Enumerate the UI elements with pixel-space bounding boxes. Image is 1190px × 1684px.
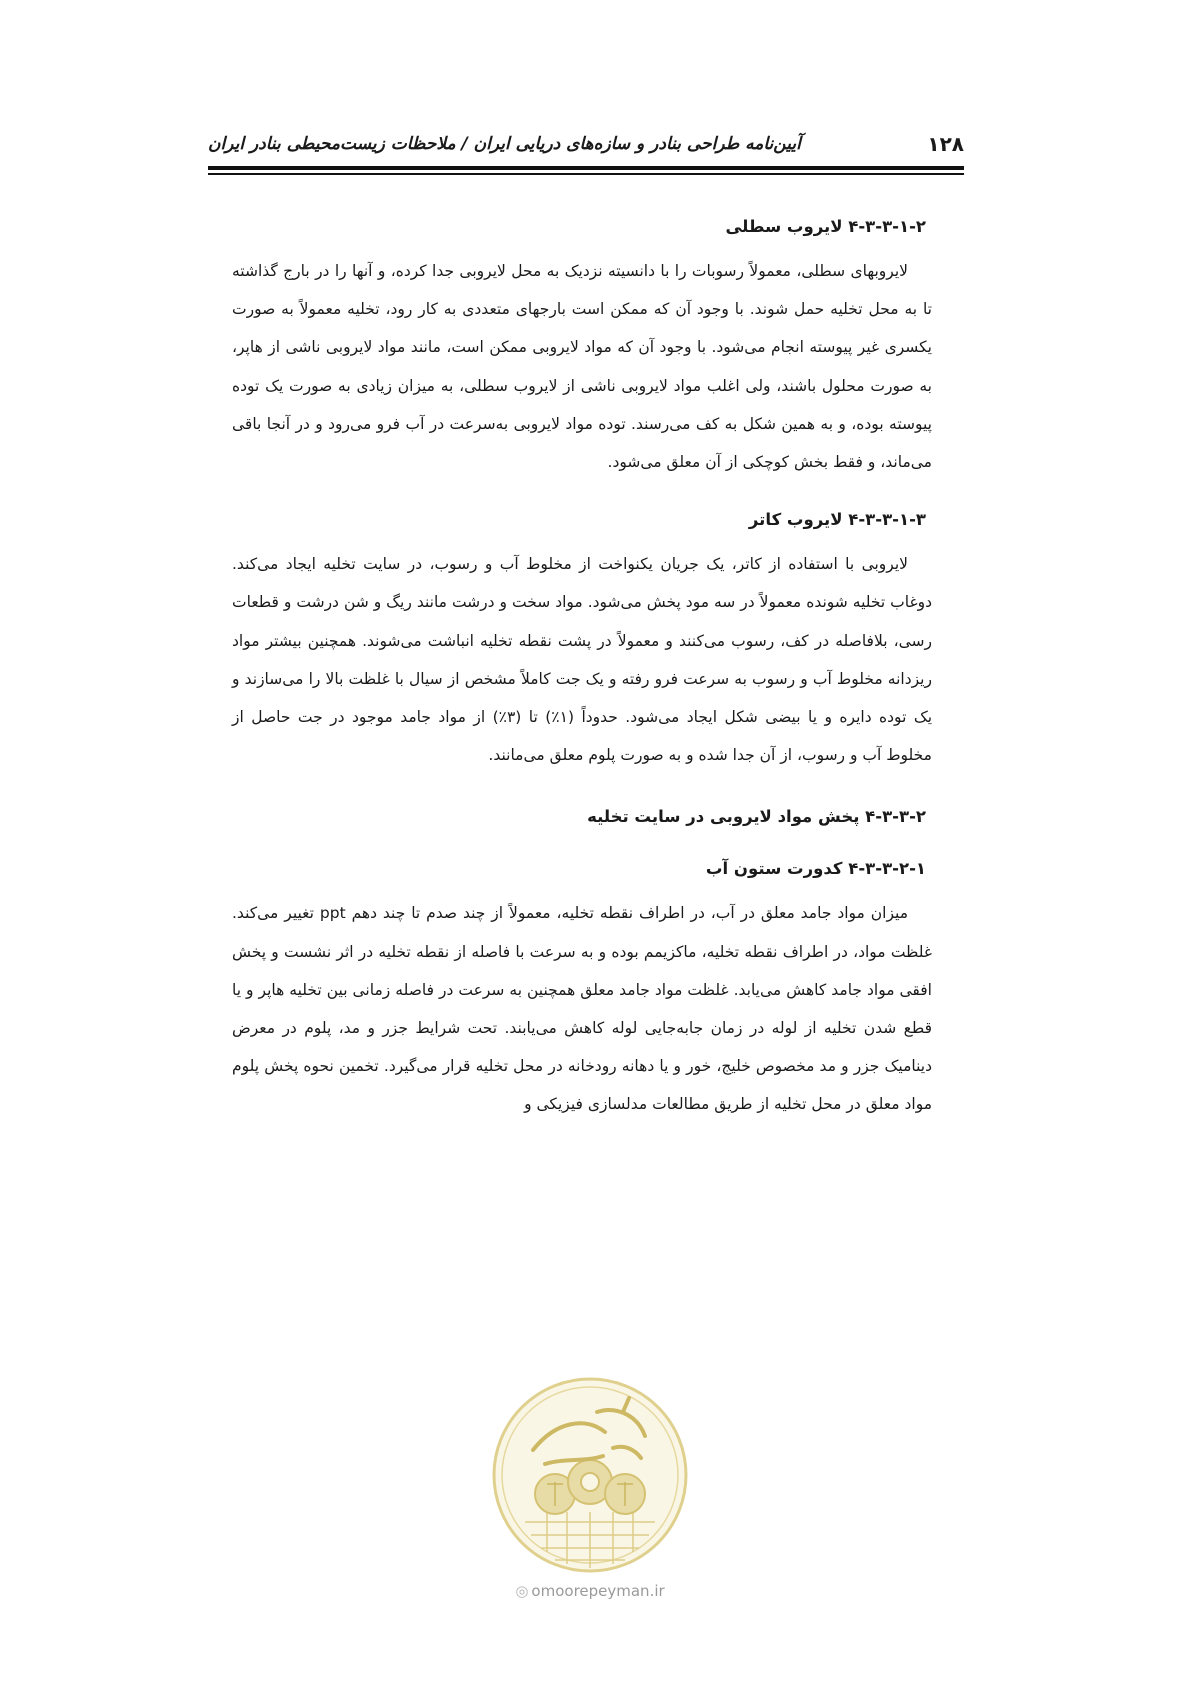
- section-heading-bucket-dredger: ۴-۳-۳-۱-۲ لایروب سطلی: [725, 217, 926, 236]
- page-number: ۱۲۸: [927, 132, 964, 156]
- section-paragraph-turbidity: میزان مواد جامد معلق در آب، در اطراف نقطه تخلیه، معمولاً از چند صدم تا چند دهم ppt تغییر می‌کند. غلظت مواد، در اطراف نقطه تخلیه، ماکزیمم بوده و به سرعت با فاصله از نقطه تخلیه در اثر نشست و پخش افقی مواد جامد کاهش می‌یابد. غلظت مواد جامد معلق همچنین به سرعت در فاصله زمانی بین تخلیه هاپر و یا قطع شدن تخلیه از لوله در زمان جابه‌جایی لوله کاهش می‌یابند. تحت شرایط جزر و مد، پلوم در معرض دینامیک جزر و مد مخصوص خلیج، خور و یا دهانه رودخانه در محل تخلیه قرار می‌گیرد. تخمین نحوه پخش پلوم مواد معلق در محل تخلیه از طریق مطالعات مدلسازی فیزیکی و: [232, 904, 932, 1114]
- section-heading-dispersion: ۴-۳-۳-۲ پخش مواد لایروبی در سایت تخلیه: [587, 807, 926, 827]
- globe-icon: ◎: [515, 1582, 529, 1600]
- running-header: [208, 128, 964, 160]
- section-heading-turbidity: ۴-۳-۳-۲-۱ کدورت ستون آب: [705, 859, 926, 879]
- header-rule-thin: [208, 173, 964, 175]
- watermark-logo-art: [494, 1379, 686, 1571]
- watermark-website: [470, 1582, 710, 1600]
- watermark-website-text: omoorepeyman.ir: [531, 1582, 665, 1600]
- section-paragraph-bucket-dredger: لایروبهای سطلی، معمولاً رسوبات را با دانسیته نزدیک به محل لایروبی جدا کرده، و آنها را در بارج گذاشته تا به محل تخلیه حمل شوند. با وجود آن که ممکن است بارجهای متعددی به کار رود، تخلیه معمولاً به صورت یکسری غیر پیوسته انجام می‌شود. با وجود آن که مواد لایروبی ممکن است، مانند مواد لایروبی ناشی از هاپر، به صورت محلول باشند، ولی اغلب مواد لایروبی ناشی از لایروب سطلی، به میزان زیادی به صورت یک توده پیوسته بوده، و به همین شکل به کف می‌رسند. توده مواد لایروبی به‌سرعت در آب فرو می‌رود و در آنجا باقی می‌ماند، و فقط بخش کوچکی از آن معلق می‌شود.: [232, 262, 932, 472]
- running-header-title: آیین‌نامه طراحی بنادر و سازه‌های دریایی ایران / ملاحظات زیست‌محیطی بنادر ایران: [208, 134, 801, 154]
- section-heading-cutter-dredger: ۴-۳-۳-۱-۳ لایروب کاتر: [748, 510, 926, 530]
- section-paragraph-cutter-dredger: لایروبی با استفاده از کاتر، یک جریان یکنواخت از مخلوط آب و رسوب، در سایت تخلیه ایجاد می‌کند. دوغاب تخلیه شونده معمولاً در سه مود پخش می‌شود. مواد سخت و درشت مانند ریگ و شن درشت و قطعات رسی، بلافاصله در کف، رسوب می‌کنند و معمولاً در پشت نقطه تخلیه انباشت می‌شوند. همچنین بیشتر مواد ریزدانه مخلوط آب و رسوب به سرعت فرو رفته و یک جت کاملاً مشخص از سیال با غلظت بالا را می‌سازند و یک توده دایره و یا بیضی شکل ایجاد می‌شود. حدوداً (۱٪) تا (۳٪) از مواد جامد موجود در جت حاصل از مخلوط آب و رسوب، از آن جدا شده و به صورت پلوم معلق می‌مانند.: [232, 555, 933, 765]
- page-content: [232, 214, 932, 1124]
- header-rule-thick: [208, 166, 964, 170]
- watermark-logo: [485, 1372, 695, 1578]
